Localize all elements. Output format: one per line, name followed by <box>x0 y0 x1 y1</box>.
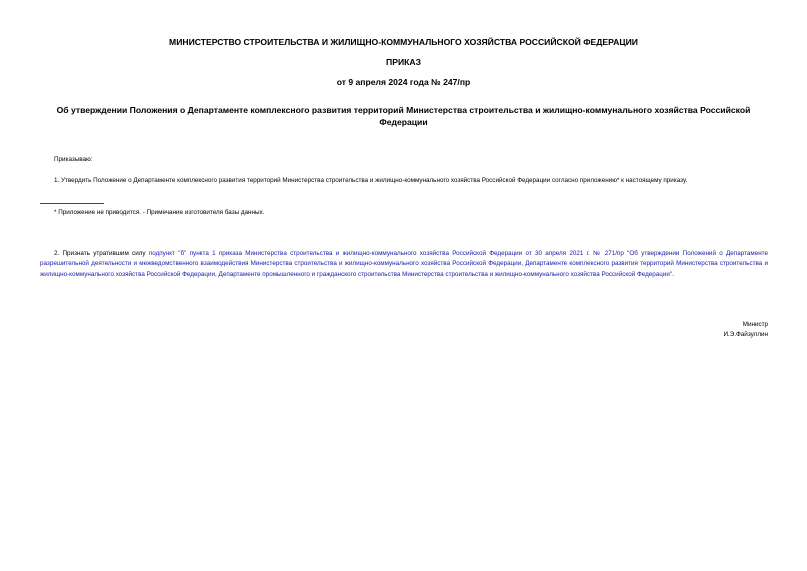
signatory-title: Министр <box>742 321 768 328</box>
ministry-heading: МИНИСТЕРСТВО СТРОИТЕЛЬСТВА И ЖИЛИЩНО-КОММУНАЛЬНОГО ХОЗЯЙСТВА РОССИЙСКОЙ ФЕДЕРАЦИИ <box>169 37 638 47</box>
date-number-heading: от 9 апреля 2024 года № 247/пр <box>336 77 471 87</box>
document-type-heading: ПРИКАЗ <box>386 57 421 67</box>
item-2-paragraph <box>40 249 768 280</box>
item-2-prefix: 2. Признать утратившим силу <box>54 250 149 257</box>
intro-paragraph: Приказываю: <box>54 156 93 163</box>
item-2-suffix: . <box>672 270 674 278</box>
footnote: * Приложение не приводится. - Примечание изготовителя базы данных. <box>54 209 265 216</box>
repealed-order-link[interactable]: подпункт "б" пункта 1 приказа Министерства строительства и жилищно-коммунального хозяйства Российской Федерации от 30 апреля 2021 г. № 271/пр "Об утверждении Положений о Департаменте разрешительной деятельности и межведомственного взаимодействия Министерства строительства и жилищно-коммунального хозяйства Российской Федерации, Департаменте комплексного развития территорий Министерства строительства и жилищно-коммунального хозяйства Российской Федерации, Департаменте промышленного и гражданского строительства Министерства строительства и жилищно-коммунального хозяйства Российской Федерации" <box>40 250 768 278</box>
item-1-paragraph: 1. Утвердить Положение о Департаменте комплексного развития территорий Министерства строительства и жилищно-коммунального хозяйства Российской Федерации согласно приложению* к настоящему приказу. <box>54 177 688 184</box>
footnote-divider <box>40 203 104 204</box>
signatory-name: И.Э.Файзуллин <box>723 331 768 338</box>
document-subject: Об утверждении Положения о Департаменте комплексного развития территорий Министерства строительства и жилищно-коммунального хозяйства Российской Федерации <box>56 105 751 127</box>
